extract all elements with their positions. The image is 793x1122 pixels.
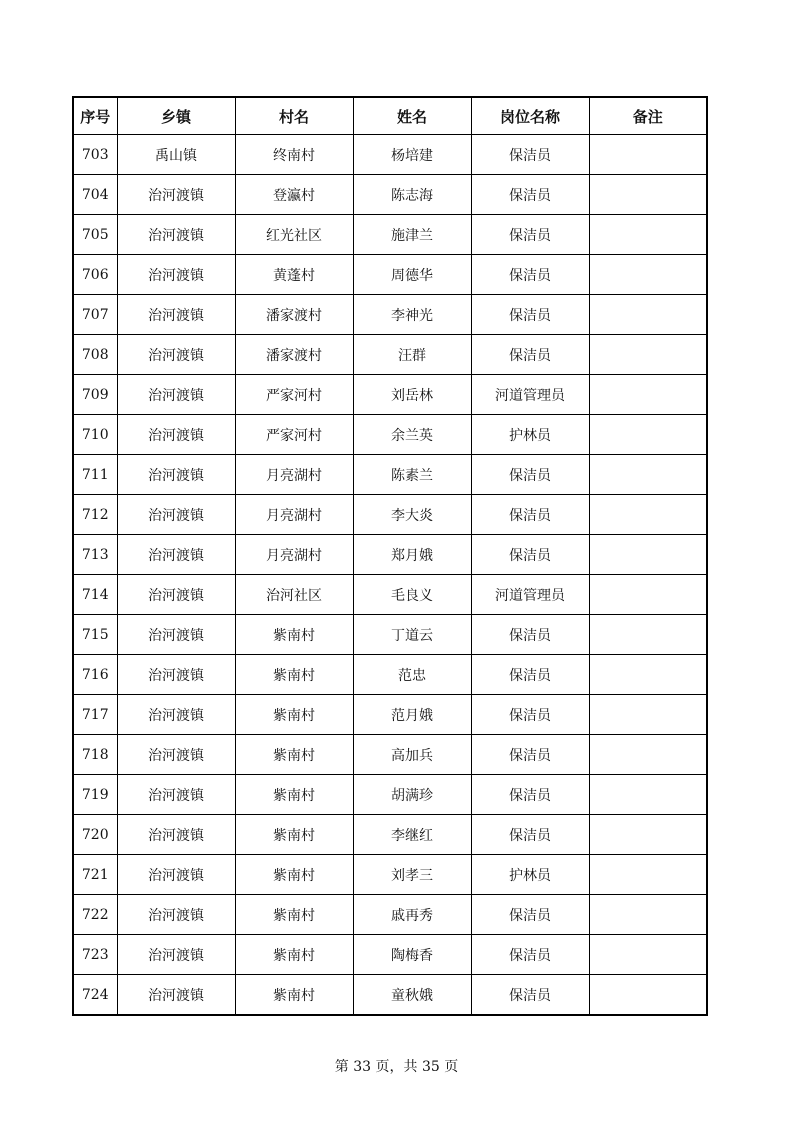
cell-remarks: [589, 255, 707, 295]
cell-village: 紫南村: [235, 815, 353, 855]
cell-seq: 707: [73, 295, 117, 335]
cell-name: 高加兵: [353, 735, 471, 775]
cell-remarks: [589, 495, 707, 535]
cell-name: 李神光: [353, 295, 471, 335]
cell-village: 紫南村: [235, 855, 353, 895]
cell-township: 治河渡镇: [117, 855, 235, 895]
cell-remarks: [589, 855, 707, 895]
table-row: [73, 695, 707, 735]
cell-seq: 720: [73, 815, 117, 855]
cell-township: 治河渡镇: [117, 695, 235, 735]
cell-township: 治河渡镇: [117, 815, 235, 855]
header-seq: 序号: [73, 97, 117, 135]
header-remarks: 备注: [589, 97, 707, 135]
cell-name: 胡满珍: [353, 775, 471, 815]
cell-remarks: [589, 735, 707, 775]
table-row: [73, 215, 707, 255]
table-row: [73, 735, 707, 775]
table-body: [73, 135, 707, 1016]
cell-seq: 721: [73, 855, 117, 895]
cell-remarks: [589, 815, 707, 855]
header-position: 岗位名称: [471, 97, 589, 135]
cell-seq: 716: [73, 655, 117, 695]
cell-position: 保洁员: [471, 695, 589, 735]
cell-remarks: [589, 215, 707, 255]
cell-position: 保洁员: [471, 775, 589, 815]
table-row: [73, 375, 707, 415]
cell-township: 治河渡镇: [117, 175, 235, 215]
table-row: [73, 935, 707, 975]
cell-seq: 724: [73, 975, 117, 1016]
table-row: [73, 255, 707, 295]
cell-name: 毛良义: [353, 575, 471, 615]
cell-township: 治河渡镇: [117, 935, 235, 975]
cell-name: 陈志海: [353, 175, 471, 215]
cell-position: 保洁员: [471, 615, 589, 655]
cell-township: 治河渡镇: [117, 975, 235, 1016]
cell-remarks: [589, 775, 707, 815]
table-row: [73, 815, 707, 855]
cell-position: 保洁员: [471, 815, 589, 855]
cell-village: 登瀛村: [235, 175, 353, 215]
cell-name: 杨培建: [353, 135, 471, 175]
cell-name: 戚再秀: [353, 895, 471, 935]
cell-township: 治河渡镇: [117, 295, 235, 335]
cell-seq: 715: [73, 615, 117, 655]
cell-name: 范月娥: [353, 695, 471, 735]
table-row: [73, 455, 707, 495]
cell-name: 陶梅香: [353, 935, 471, 975]
cell-township: 禹山镇: [117, 135, 235, 175]
cell-village: 月亮湖村: [235, 455, 353, 495]
cell-village: 治河社区: [235, 575, 353, 615]
cell-name: 刘岳林: [353, 375, 471, 415]
table-row: [73, 295, 707, 335]
cell-position: 护林员: [471, 855, 589, 895]
header-village: 村名: [235, 97, 353, 135]
cell-village: 红光社区: [235, 215, 353, 255]
cell-seq: 714: [73, 575, 117, 615]
cell-name: 周德华: [353, 255, 471, 295]
cell-village: 严家河村: [235, 375, 353, 415]
cell-village: 紫南村: [235, 935, 353, 975]
cell-position: 保洁员: [471, 895, 589, 935]
cell-name: 李继红: [353, 815, 471, 855]
cell-village: 紫南村: [235, 615, 353, 655]
cell-seq: 706: [73, 255, 117, 295]
cell-name: 施津兰: [353, 215, 471, 255]
cell-position: 保洁员: [471, 495, 589, 535]
cell-position: 保洁员: [471, 935, 589, 975]
cell-remarks: [589, 695, 707, 735]
cell-remarks: [589, 935, 707, 975]
cell-name: 郑月娥: [353, 535, 471, 575]
cell-remarks: [589, 375, 707, 415]
cell-position: 河道管理员: [471, 575, 589, 615]
cell-position: 保洁员: [471, 135, 589, 175]
cell-seq: 703: [73, 135, 117, 175]
cell-township: 治河渡镇: [117, 415, 235, 455]
table-row: [73, 895, 707, 935]
cell-remarks: [589, 535, 707, 575]
cell-village: 紫南村: [235, 695, 353, 735]
cell-seq: 711: [73, 455, 117, 495]
cell-township: 治河渡镇: [117, 255, 235, 295]
table-row: [73, 175, 707, 215]
cell-seq: 705: [73, 215, 117, 255]
cell-position: 保洁员: [471, 255, 589, 295]
cell-position: 保洁员: [471, 455, 589, 495]
cell-seq: 708: [73, 335, 117, 375]
table-row: [73, 775, 707, 815]
table-row: [73, 535, 707, 575]
cell-remarks: [589, 615, 707, 655]
cell-name: 余兰英: [353, 415, 471, 455]
cell-township: 治河渡镇: [117, 735, 235, 775]
cell-seq: 704: [73, 175, 117, 215]
cell-remarks: [589, 575, 707, 615]
cell-seq: 710: [73, 415, 117, 455]
table-row: [73, 855, 707, 895]
cell-seq: 717: [73, 695, 117, 735]
cell-township: 治河渡镇: [117, 495, 235, 535]
cell-seq: 713: [73, 535, 117, 575]
cell-village: 紫南村: [235, 775, 353, 815]
cell-township: 治河渡镇: [117, 215, 235, 255]
cell-village: 紫南村: [235, 655, 353, 695]
cell-village: 潘家渡村: [235, 295, 353, 335]
table-row: [73, 975, 707, 1016]
cell-position: 保洁员: [471, 215, 589, 255]
cell-township: 治河渡镇: [117, 775, 235, 815]
cell-seq: 712: [73, 495, 117, 535]
cell-village: 紫南村: [235, 735, 353, 775]
cell-remarks: [589, 175, 707, 215]
cell-village: 月亮湖村: [235, 495, 353, 535]
cell-township: 治河渡镇: [117, 535, 235, 575]
cell-village: 终南村: [235, 135, 353, 175]
cell-remarks: [589, 135, 707, 175]
table-row: [73, 615, 707, 655]
page-number: 第 33 页，共 35 页: [334, 1059, 459, 1075]
cell-seq: 718: [73, 735, 117, 775]
table-row: [73, 495, 707, 535]
cell-name: 李大炎: [353, 495, 471, 535]
header-township: 乡镇: [117, 97, 235, 135]
cell-seq: 709: [73, 375, 117, 415]
cell-village: 紫南村: [235, 895, 353, 935]
table-row: [73, 135, 707, 175]
cell-name: 童秋娥: [353, 975, 471, 1016]
cell-position: 保洁员: [471, 975, 589, 1016]
cell-village: 紫南村: [235, 975, 353, 1016]
cell-name: 陈素兰: [353, 455, 471, 495]
roster-table: [72, 96, 708, 1016]
cell-position: 保洁员: [471, 735, 589, 775]
cell-position: 护林员: [471, 415, 589, 455]
cell-village: 月亮湖村: [235, 535, 353, 575]
cell-position: 保洁员: [471, 655, 589, 695]
cell-remarks: [589, 655, 707, 695]
table-row: [73, 415, 707, 455]
header-row: [73, 97, 707, 135]
cell-position: 保洁员: [471, 335, 589, 375]
cell-township: 治河渡镇: [117, 655, 235, 695]
cell-seq: 719: [73, 775, 117, 815]
cell-name: 范忠: [353, 655, 471, 695]
cell-township: 治河渡镇: [117, 335, 235, 375]
header-name: 姓名: [353, 97, 471, 135]
cell-village: 潘家渡村: [235, 335, 353, 375]
cell-township: 治河渡镇: [117, 375, 235, 415]
cell-name: 丁道云: [353, 615, 471, 655]
cell-remarks: [589, 295, 707, 335]
table-row: [73, 575, 707, 615]
cell-township: 治河渡镇: [117, 455, 235, 495]
cell-remarks: [589, 455, 707, 495]
cell-position: 河道管理员: [471, 375, 589, 415]
cell-village: 严家河村: [235, 415, 353, 455]
table-row: [73, 655, 707, 695]
cell-seq: 722: [73, 895, 117, 935]
cell-position: 保洁员: [471, 175, 589, 215]
cell-seq: 723: [73, 935, 117, 975]
cell-name: 汪群: [353, 335, 471, 375]
cell-position: 保洁员: [471, 295, 589, 335]
cell-township: 治河渡镇: [117, 575, 235, 615]
cell-position: 保洁员: [471, 535, 589, 575]
table-row: [73, 335, 707, 375]
cell-remarks: [589, 415, 707, 455]
cell-village: 黄蓬村: [235, 255, 353, 295]
cell-name: 刘孝三: [353, 855, 471, 895]
cell-township: 治河渡镇: [117, 895, 235, 935]
cell-remarks: [589, 895, 707, 935]
cell-township: 治河渡镇: [117, 615, 235, 655]
cell-remarks: [589, 335, 707, 375]
cell-remarks: [589, 975, 707, 1016]
